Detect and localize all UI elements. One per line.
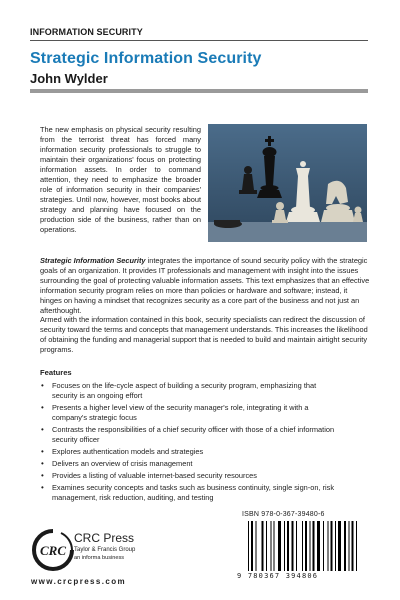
feature-item: • Examines security concepts and tasks such as business continuity, single sign-on, risk management, risk reduction, auditing, and testing bbox=[40, 483, 340, 503]
feature-item: • Delivers an overview of crisis management bbox=[40, 459, 340, 469]
chess-image bbox=[208, 124, 367, 242]
barcode-bar bbox=[310, 521, 311, 571]
intro-paragraph: The new emphasis on physical security resulting from the terrorist threat has forced many information security professionals to struggle to maintain their organizations' focus on protecting information assets. In order to command attention, they need to emphasize the broader role of information security in their companies' strategies. Until now, however, most books about strategy and planning have focused on the production side of the business, rather than on operations. bbox=[40, 125, 201, 234]
barcode-bar bbox=[256, 521, 257, 571]
barcode-digits: 9 780367 394806 bbox=[237, 572, 319, 580]
barcode-bar bbox=[248, 521, 249, 571]
barcode-bar bbox=[284, 521, 285, 571]
barcode-bar bbox=[344, 521, 346, 571]
isbn-label: ISBN 978-0-367-39480-6 bbox=[242, 511, 325, 518]
barcode-bar bbox=[323, 521, 324, 571]
crc-logo-icon bbox=[31, 528, 75, 572]
publisher-name: CRC Press bbox=[74, 531, 135, 545]
features-heading: Features bbox=[40, 368, 72, 377]
feature-item: • Provides a listing of valuable internet-based security resources bbox=[40, 471, 340, 481]
benefits-paragraph: Armed with the information contained in this book, security specialists can redirect the discussion of security toward the terms and concepts that management understands. This increases the likelihood of obtaining the funding and managerial support that is needed to build and maintain airtight security programs. bbox=[40, 315, 368, 354]
barcode-bar bbox=[266, 521, 267, 571]
barcode-bar bbox=[313, 521, 315, 571]
chess-pieces-illustration bbox=[208, 124, 367, 242]
feature-item: • Presents a higher level view of the security manager's role, integrating it with a company's strategic focus bbox=[40, 403, 340, 423]
barcode-bar bbox=[349, 521, 350, 571]
barcode-bar bbox=[278, 521, 281, 571]
barcode-bar bbox=[302, 521, 303, 571]
barcode-bar bbox=[356, 521, 357, 571]
barcode-bar bbox=[274, 521, 275, 571]
series-label: INFORMATION SECURITY bbox=[30, 27, 143, 37]
description-text: integrates the importance of sound security policy with the strategic goals of an organization. It provides IT professionals and management with insight into the issues surrounding the goal of protecting valuable information assets. This text emphasizes that an effective information security program relies on more than policies or hardware and software; instead, it hinges on having a mindset that recognizes security as a core part of the business and not just an afterthought. bbox=[40, 256, 370, 315]
barcode-bar bbox=[271, 521, 272, 571]
book-author: John Wylder bbox=[30, 71, 108, 86]
barcode-bar bbox=[251, 521, 253, 571]
feature-item: • Explores authentication models and strategies bbox=[40, 447, 340, 457]
barcode bbox=[246, 521, 368, 573]
barcode-bar bbox=[335, 521, 336, 571]
barcode-bar bbox=[328, 521, 329, 571]
feature-item: • Contrasts the responsibilities of a chief security officer with those of a chief information security officer bbox=[40, 425, 340, 445]
publisher-tagline: an informa business bbox=[74, 555, 125, 561]
book-title: Strategic Information Security bbox=[30, 50, 262, 67]
top-rule bbox=[30, 40, 368, 41]
feature-item: • Focuses on the life-cycle aspect of building a security program, emphasizing that security is an ongoing effort bbox=[40, 381, 340, 401]
publisher-url[interactable]: www.crcpress.com bbox=[31, 577, 127, 586]
book-title-emphasis: Strategic Information Security bbox=[40, 256, 146, 265]
title-rule bbox=[30, 89, 368, 93]
barcode-bar bbox=[338, 521, 341, 571]
description-paragraph bbox=[40, 256, 370, 316]
barcode-bar bbox=[292, 521, 294, 571]
barcode-bar bbox=[317, 521, 320, 571]
barcode-bar bbox=[287, 521, 289, 571]
barcode-bar bbox=[331, 521, 333, 571]
barcode-bar bbox=[262, 521, 264, 571]
barcode-bar bbox=[352, 521, 354, 571]
barcode-bar bbox=[305, 521, 307, 571]
logo-text: CRC bbox=[40, 543, 67, 558]
features-list bbox=[40, 381, 340, 505]
publisher-group: Taylor & Francis Group bbox=[74, 547, 136, 553]
barcode-bar bbox=[296, 521, 297, 571]
